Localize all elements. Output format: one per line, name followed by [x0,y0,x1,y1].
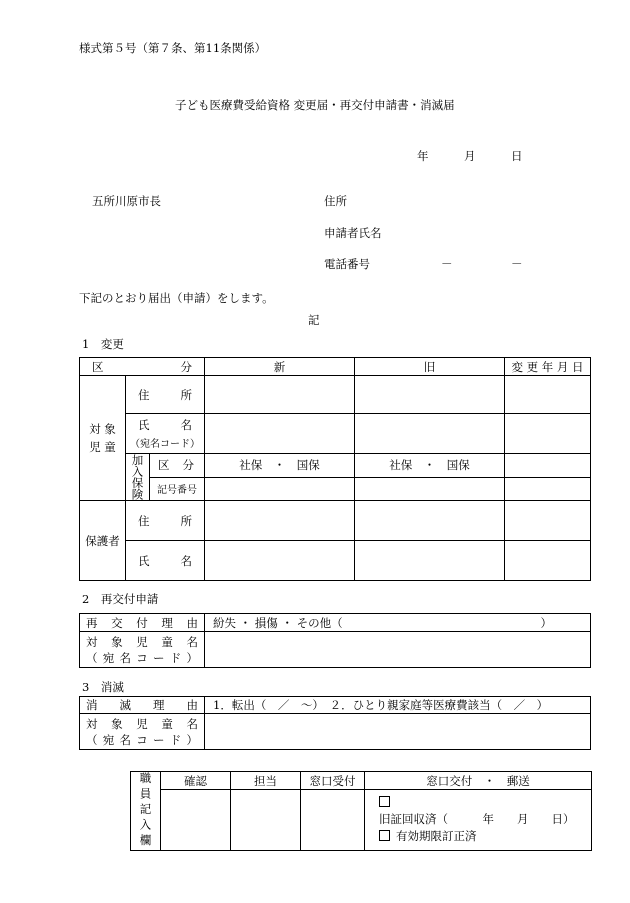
insurance-date[interactable] [505,454,591,478]
child-name-date[interactable] [505,414,591,454]
target-child-label: 対 象 児 童 [80,376,126,501]
child-address-old[interactable] [355,376,505,414]
staff-window-header: 窓口受付 [301,772,365,790]
child-name-label: 氏 名 （宛名コード） [126,414,205,454]
reissue-child-value[interactable] [205,632,591,668]
form-title: 子ども医療費受給資格 変更届・再交付申請書・消滅届 [175,98,455,112]
staff-delivery-cell [365,790,592,850]
child-name-old[interactable] [355,414,505,454]
guardian-name-label: 氏 名 [126,541,205,581]
kigo-new[interactable] [205,477,355,501]
reissue-child-label: 対 象 児 童 名 （ 宛 名 コ ー ド ） [80,632,205,668]
guardian-label: 保護者 [80,501,126,581]
header-change-date: 変 更 年 月 日 [505,358,591,376]
insurance-kubun-label: 区 分 [150,454,205,478]
staff-label: 職員記入欄 [131,772,161,851]
reissue-table [79,613,591,668]
date-day: 日 [511,149,523,163]
loss-child-value[interactable] [205,714,591,750]
section3-heading: 3 消滅 [82,680,124,694]
loss-child-label: 対 象 児 童 名 （ 宛 名 コ ー ド ） [80,714,205,750]
loss-reason-label: 消 滅 理 由 [80,697,205,714]
staff-confirm-header: 確認 [161,772,231,790]
staff-confirm-cell[interactable] [161,790,231,850]
old-card-collected-item[interactable]: 旧証回収済（ 年 月 日） [379,794,591,828]
section2-heading: 2 再交付申請 [82,592,159,606]
checkbox-icon[interactable] [379,830,390,841]
reissue-reason-label: 再 交 付 理 由 [80,614,205,632]
phone-dash-2: － [511,257,523,271]
insurance-old[interactable]: 社保 ・ 国保 [355,454,505,478]
section1-heading: 1 変更 [82,337,124,351]
addressee: 五所川原市長 [92,194,161,208]
header-old: 旧 [355,358,505,376]
child-address-date[interactable] [505,376,591,414]
header-kubun: 区 分 [80,358,205,376]
checkbox-icon[interactable] [379,796,390,807]
guardian-name-new[interactable] [205,541,355,581]
kigo-date[interactable] [505,477,591,501]
staff-charge-cell[interactable] [231,790,301,850]
insurance-new[interactable]: 社保 ・ 国保 [205,454,355,478]
child-address-new[interactable] [205,376,355,414]
guardian-name-date[interactable] [505,541,591,581]
applicant-name-label: 申請者氏名 [324,226,382,240]
change-table [79,357,591,581]
guardian-name-old[interactable] [355,541,505,581]
staff-table [130,771,592,851]
staff-charge-header: 担当 [231,772,301,790]
staff-window-cell[interactable] [301,790,365,850]
expiry-corrected-item[interactable]: 有効期限訂正済 [379,828,591,845]
form-number: 様式第５号（第７条、第11条関係） [79,41,267,55]
reissue-reason-value[interactable]: 紛失 ・ 損傷 ・ その他（ ） [205,614,591,632]
loss-table [79,696,591,750]
guardian-address-new[interactable] [205,501,355,541]
guardian-address-label: 住 所 [126,501,205,541]
applicant-phone-label: 電話番号 [324,257,370,271]
header-new: 新 [205,358,355,376]
guardian-address-old[interactable] [355,501,505,541]
date-month: 月 [464,149,476,163]
phone-dash-1: － [441,257,453,271]
guardian-address-date[interactable] [505,501,591,541]
child-address-label: 住 所 [126,376,205,414]
applicant-address-label: 住所 [324,194,347,208]
date-year: 年 [417,149,429,163]
staff-delivery-header: 窓口交付 ・ 郵送 [365,772,592,790]
loss-reason-value[interactable]: 1．転出（ ／ ～） ２．ひとり親家庭等医療費該当（ ／ ） [205,697,591,714]
intro-text: 下記のとおり届出（申請）をします。 [79,291,274,305]
ki-label: 記 [308,313,320,327]
child-name-new[interactable] [205,414,355,454]
kigo-label: 記号番号 [150,477,205,501]
insurance-label: 加入保険 [126,454,150,501]
kigo-old[interactable] [355,477,505,501]
